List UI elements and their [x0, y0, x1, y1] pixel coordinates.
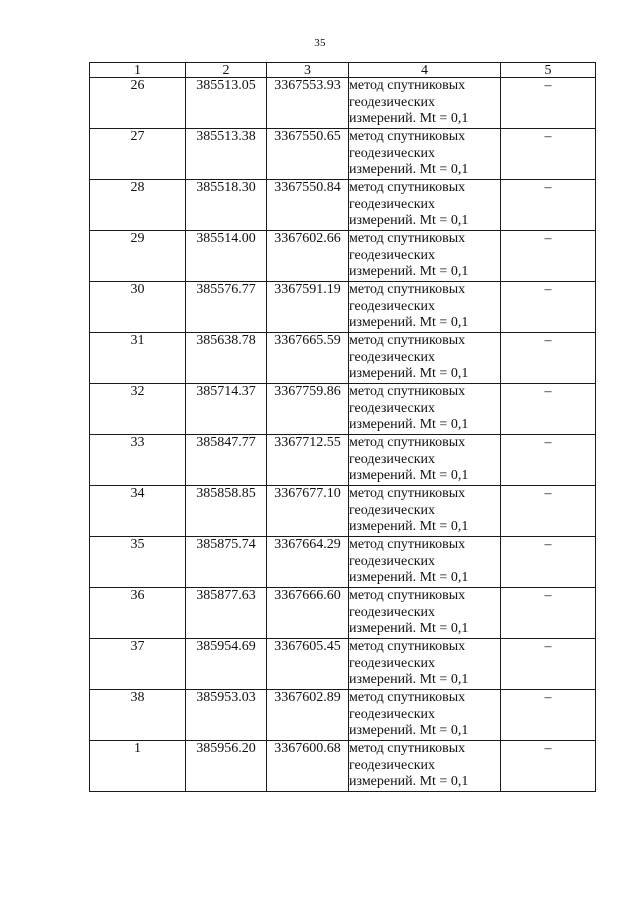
note-cell: – — [501, 78, 596, 129]
coord-x: 385518.30 — [186, 180, 267, 231]
table-row — [90, 78, 596, 129]
method-line-1: метод спутниковых — [349, 588, 466, 603]
header-col-3: 3 — [267, 63, 349, 78]
method-line-2: геодезических — [349, 706, 436, 722]
header-row — [90, 63, 596, 78]
note-cell: – — [501, 741, 596, 792]
method-cell — [349, 537, 501, 588]
table-row — [90, 588, 596, 639]
method-line-3: измерений. Mt = 0,1 — [349, 774, 469, 789]
point-number: 36 — [90, 588, 186, 639]
method-line-1: метод спутниковых — [349, 231, 466, 246]
method-cell — [349, 282, 501, 333]
page-number: 35 — [314, 37, 326, 49]
header-col-1: 1 — [90, 63, 186, 78]
method-line-2: геодезических — [349, 553, 436, 569]
coord-x: 385953.03 — [186, 690, 267, 741]
coord-y: 3367550.84 — [267, 180, 349, 231]
coord-y: 3367600.68 — [267, 741, 349, 792]
point-number: 35 — [90, 537, 186, 588]
table-row — [90, 690, 596, 741]
coord-y: 3367550.65 — [267, 129, 349, 180]
coord-x: 385847.77 — [186, 435, 267, 486]
note-cell: – — [501, 180, 596, 231]
coord-x: 385513.05 — [186, 78, 267, 129]
method-line-3: измерений. Mt = 0,1 — [349, 213, 469, 228]
method-line-2: геодезических — [349, 451, 436, 467]
coord-x: 385576.77 — [186, 282, 267, 333]
coord-x: 385858.85 — [186, 486, 267, 537]
table-row — [90, 282, 596, 333]
coord-y: 3367591.19 — [267, 282, 349, 333]
table-header — [90, 63, 596, 78]
method-line-2: геодезических — [349, 757, 436, 773]
method-line-2: геодезических — [349, 298, 436, 314]
note-cell: – — [501, 486, 596, 537]
point-number: 29 — [90, 231, 186, 282]
coord-y: 3367605.45 — [267, 639, 349, 690]
note-cell: – — [501, 435, 596, 486]
table-row — [90, 333, 596, 384]
method-cell — [349, 639, 501, 690]
coord-x: 385638.78 — [186, 333, 267, 384]
note-cell: – — [501, 333, 596, 384]
coord-y: 3367712.55 — [267, 435, 349, 486]
coord-y: 3367553.93 — [267, 78, 349, 129]
table-row — [90, 639, 596, 690]
note-cell: – — [501, 537, 596, 588]
header-col-5: 5 — [501, 63, 596, 78]
method-line-1: метод спутниковых — [349, 690, 466, 705]
method-line-1: метод спутниковых — [349, 282, 466, 297]
coord-x: 385954.69 — [186, 639, 267, 690]
coord-x: 385513.38 — [186, 129, 267, 180]
note-cell: – — [501, 231, 596, 282]
coord-y: 3367602.89 — [267, 690, 349, 741]
method-cell — [349, 384, 501, 435]
note-cell: – — [501, 384, 596, 435]
method-line-1: метод спутниковых — [349, 486, 466, 501]
coord-x: 385714.37 — [186, 384, 267, 435]
coord-y: 3367677.10 — [267, 486, 349, 537]
method-line-3: измерений. Mt = 0,1 — [349, 315, 469, 330]
method-line-2: геодезических — [349, 604, 436, 620]
coord-y: 3367664.29 — [267, 537, 349, 588]
coord-x: 385514.00 — [186, 231, 267, 282]
method-cell — [349, 690, 501, 741]
method-line-1: метод спутниковых — [349, 435, 466, 450]
method-line-2: геодезических — [349, 196, 436, 212]
note-cell: – — [501, 690, 596, 741]
point-number: 27 — [90, 129, 186, 180]
table-row — [90, 129, 596, 180]
method-cell — [349, 231, 501, 282]
table-row — [90, 537, 596, 588]
header-col-4: 4 — [349, 63, 501, 78]
method-cell — [349, 741, 501, 792]
table-body — [90, 78, 596, 792]
method-line-3: измерений. Mt = 0,1 — [349, 519, 469, 534]
point-number: 37 — [90, 639, 186, 690]
coord-x: 385875.74 — [186, 537, 267, 588]
method-line-3: измерений. Mt = 0,1 — [349, 264, 469, 279]
method-line-2: геодезических — [349, 145, 436, 161]
method-line-2: геодезических — [349, 655, 436, 671]
method-line-1: метод спутниковых — [349, 333, 466, 348]
method-cell — [349, 180, 501, 231]
method-line-1: метод спутниковых — [349, 741, 466, 756]
method-line-1: метод спутниковых — [349, 78, 466, 93]
method-line-3: измерений. Mt = 0,1 — [349, 417, 469, 432]
method-line-1: метод спутниковых — [349, 129, 466, 144]
point-number: 28 — [90, 180, 186, 231]
coord-y: 3367665.59 — [267, 333, 349, 384]
method-line-3: измерений. Mt = 0,1 — [349, 723, 469, 738]
point-number: 33 — [90, 435, 186, 486]
point-number: 34 — [90, 486, 186, 537]
table-row — [90, 435, 596, 486]
coord-y: 3367759.86 — [267, 384, 349, 435]
note-cell: – — [501, 588, 596, 639]
table-row — [90, 741, 596, 792]
table-row — [90, 486, 596, 537]
method-line-3: измерений. Mt = 0,1 — [349, 672, 469, 687]
point-number: 30 — [90, 282, 186, 333]
coordinates-table — [89, 62, 596, 792]
method-cell — [349, 129, 501, 180]
note-cell: – — [501, 282, 596, 333]
method-line-1: метод спутниковых — [349, 639, 466, 654]
method-line-1: метод спутниковых — [349, 537, 466, 552]
method-line-1: метод спутниковых — [349, 180, 466, 195]
coord-x: 385877.63 — [186, 588, 267, 639]
coord-y: 3367602.66 — [267, 231, 349, 282]
header-col-2: 2 — [186, 63, 267, 78]
method-cell — [349, 588, 501, 639]
table-row — [90, 231, 596, 282]
method-line-3: измерений. Mt = 0,1 — [349, 366, 469, 381]
method-line-3: измерений. Mt = 0,1 — [349, 162, 469, 177]
note-cell: – — [501, 639, 596, 690]
method-line-2: геодезических — [349, 94, 436, 110]
method-line-1: метод спутниковых — [349, 384, 466, 399]
method-line-2: геодезических — [349, 247, 436, 263]
note-cell: – — [501, 129, 596, 180]
table-row — [90, 180, 596, 231]
method-cell — [349, 333, 501, 384]
method-cell — [349, 435, 501, 486]
method-line-2: геодезических — [349, 400, 436, 416]
point-number: 26 — [90, 78, 186, 129]
coord-y: 3367666.60 — [267, 588, 349, 639]
method-line-3: измерений. Mt = 0,1 — [349, 468, 469, 483]
method-cell — [349, 78, 501, 129]
point-number: 31 — [90, 333, 186, 384]
method-line-3: измерений. Mt = 0,1 — [349, 111, 469, 126]
point-number: 38 — [90, 690, 186, 741]
table-row — [90, 384, 596, 435]
method-line-2: геодезических — [349, 502, 436, 518]
method-line-3: измерений. Mt = 0,1 — [349, 570, 469, 585]
point-number: 32 — [90, 384, 186, 435]
method-line-3: измерений. Mt = 0,1 — [349, 621, 469, 636]
point-number: 1 — [90, 741, 186, 792]
coord-x: 385956.20 — [186, 741, 267, 792]
method-cell — [349, 486, 501, 537]
method-line-2: геодезических — [349, 349, 436, 365]
